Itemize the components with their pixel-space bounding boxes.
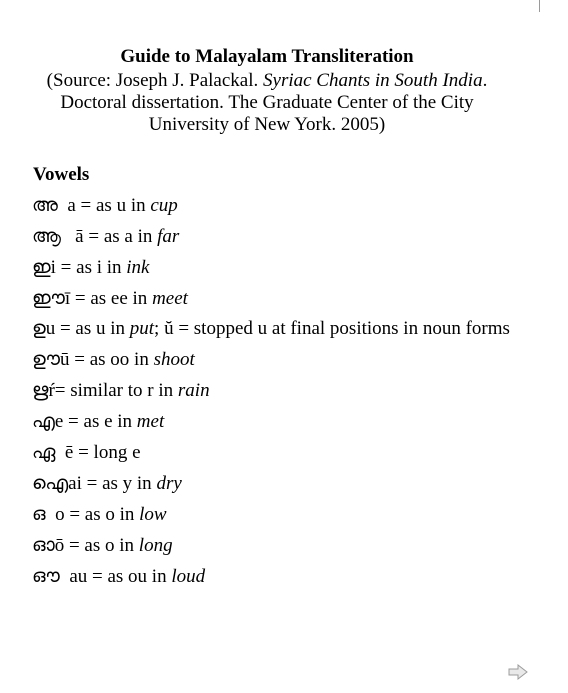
entry-example: shoot xyxy=(153,349,195,370)
entry-text: ŕ= similar to r in xyxy=(48,380,178,401)
entry-example: rain xyxy=(177,380,210,401)
entry-text: o = as o in xyxy=(55,504,140,525)
vowel-entry-u xyxy=(32,314,512,344)
entry-example: dry xyxy=(156,473,182,494)
vowel-entry-aa xyxy=(32,221,512,252)
vowel-list xyxy=(32,190,512,592)
page-edge-divider xyxy=(539,0,540,12)
source-citation xyxy=(30,70,504,136)
entry-text: au = as ou in xyxy=(69,566,172,587)
vowel-entry-au xyxy=(32,561,512,592)
vowel-entry-uu xyxy=(32,344,512,375)
malayalam-letter: ഊ xyxy=(32,348,60,370)
entry-text: u = as u in xyxy=(45,318,130,339)
entry-tail: ; ŭ = stopped u at final positions in noun forms xyxy=(154,318,510,339)
next-page-arrow-icon[interactable] xyxy=(508,664,528,680)
vowel-entry-i xyxy=(32,252,512,283)
malayalam-letter: ഒ xyxy=(32,503,46,525)
malayalam-letter: ഓ xyxy=(32,534,55,556)
entry-example: put xyxy=(129,318,155,339)
entry-example: loud xyxy=(171,566,206,587)
source-prefix: (Source: Joseph J. Palackal. xyxy=(46,70,264,91)
entry-text: i = as i in xyxy=(50,257,127,278)
malayalam-letter: ഋ xyxy=(32,379,49,401)
entry-example: cup xyxy=(150,195,178,216)
entry-text: ē = long e xyxy=(64,442,141,463)
entry-example: ink xyxy=(126,257,150,278)
vowel-entry-ee xyxy=(32,437,512,468)
malayalam-letter: ഉ xyxy=(32,317,46,339)
entry-example: meet xyxy=(152,288,188,309)
entry-example: far xyxy=(157,226,180,247)
malayalam-letter: ആ xyxy=(32,225,61,247)
entry-example: met xyxy=(136,411,165,432)
malayalam-letter: ഔ xyxy=(32,565,60,587)
entry-example: low xyxy=(139,504,167,525)
source-suffix: . Doctoral dissertation. The Graduate Center of the City University of New York. 2005) xyxy=(60,70,488,135)
vowel-entry-ii xyxy=(32,283,512,314)
entry-text: ī = as ee in xyxy=(64,288,153,309)
vowels-heading: Vowels xyxy=(33,164,90,185)
entry-text: a = as u in xyxy=(67,195,151,216)
vowel-entry-o xyxy=(32,499,512,530)
malayalam-letter: ഇ xyxy=(32,256,51,278)
entry-text: ā = as a in xyxy=(75,226,158,247)
vowel-entry-a xyxy=(32,190,512,221)
malayalam-letter: അ xyxy=(32,194,58,216)
document-title: Guide to Malayalam Transliteration xyxy=(120,46,414,67)
entry-text: ai = as y in xyxy=(68,473,157,494)
vowel-entry-e xyxy=(32,406,512,437)
malayalam-letter: ഐ xyxy=(32,472,69,494)
source-italic-title: Syriac Chants in South India xyxy=(263,70,483,91)
vowel-entry-r xyxy=(32,375,512,406)
malayalam-letter: എ xyxy=(32,410,55,432)
entry-text: e = as e in xyxy=(54,411,137,432)
vowel-entry-ai xyxy=(32,468,512,499)
entry-text: ū = as oo in xyxy=(60,349,154,370)
entry-text: ō = as o in xyxy=(54,535,139,556)
malayalam-letter: ഏ xyxy=(32,441,56,463)
vowel-entry-oo xyxy=(32,530,512,561)
entry-example: long xyxy=(138,535,173,556)
malayalam-letter: ഈ xyxy=(32,287,65,309)
next-page-arrow-icon-graphic xyxy=(508,664,528,680)
